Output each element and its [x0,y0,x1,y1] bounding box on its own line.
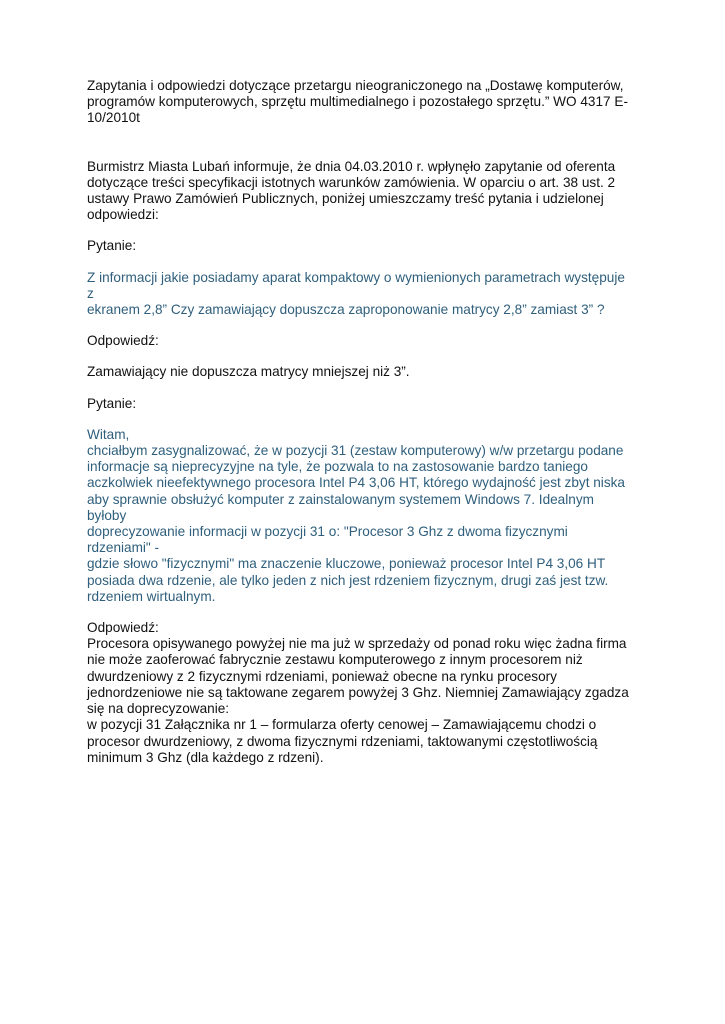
answer-line: procesor dwurdzeniowy, z dwoma fizycznymi rdzeniami, taktowanymi częstotliwością [87,733,598,749]
question-line: ekranem 2,8” Czy zamawiający dopuszcza zaproponowanie matrycy 2,8” zamiast 3” ? [87,302,605,318]
question-line: gdzie słowo "fizycznymi" ma znaczenie kluczowe, ponieważ procesor Intel P4 3,06 HT [87,556,606,572]
title-line: 10/2010t [87,110,140,126]
question-1-text [87,270,635,319]
intro-line: ustawy Prawo Zamówień Publicznych, poniżej umieszczamy treść pytania i udzielonej [87,191,604,207]
question-line: Z informacji jakie posiadamy aparat kompaktowy o wymienionych parametrach występuje z [87,269,625,301]
answer-1-text: Zamawiający nie dopuszcza matrycy mniejszej niż 3”. [87,364,410,380]
answer-line: w pozycji 31 Załącznika nr 1 – formularza oferty cenowej – Zamawiającemu chodzi o [87,717,597,733]
question-line: doprecyzowanie informacji w pozycji 31 o: "Procesor 3 Ghz z dwoma fizycznymi rdzeniami" - [87,524,568,556]
question-line: rdzeniem wirtualnym. [87,588,216,604]
question-line: posiada dwa rdzenie, ale tylko jeden z nich jest rdzeniem fizycznym, drugi zaś jest tzw. [87,572,609,588]
title-line: programów komputerowych, sprzętu multimedialnego i pozostałego sprzętu.” WO 4317 E- [87,94,628,110]
intro-line: dotyczące treści specyfikacji istotnych warunków zamówienia. W oparciu o art. 38 ust. 2 [87,174,616,190]
answer-2-label: Odpowiedź: [87,620,159,636]
intro-line: odpowiedzi: [87,207,159,223]
answer-line: jednordzeniowe nie są taktowane zegarem powyżej 3 Ghz. Niemniej Zamawiający zgadza [87,684,629,700]
question-2-text [87,427,635,605]
question-line: Witam, [87,426,130,442]
answer-line: minimum 3 Ghz (dla każdego z rdzeni). [87,749,324,765]
title-line: Zapytania i odpowiedzi dotyczące przetargu nieograniczonego na „Dostawę komputerów, [87,78,624,93]
answer-line: się na doprecyzowanie: [87,701,230,717]
question-line: chciałbym zasygnalizować, że w pozycji 31 (zestaw komputerowy) w/w przetargu podane [87,443,624,459]
answer-2-text [87,636,635,766]
answer-line: nie może zaoferować fabrycznie zestawu komputerowego z innym procesorem niż [87,652,583,668]
question-line: informacje są nieprecyzyjne na tyle, że pozwala to na zastosowanie bardzo taniego [87,459,588,475]
answer-line: Procesora opisywanego powyżej nie ma już w sprzedaży od ponad roku więc żadna firma [87,636,627,652]
intro-paragraph [87,159,635,224]
document-page [87,78,635,766]
question-line: aby sprawnie obsłużyć komputer z zainstalowanym systemem Windows 7. Idealnym byłoby [87,491,594,523]
answer-line: dwurdzeniowy z 2 fizycznymi rdzeniami, ponieważ obecne na rynku procesory [87,668,557,684]
question-2-label: Pytanie: [87,395,137,411]
document-title [87,78,635,127]
question-line: aczkolwiek nieefektywnego procesora Intel P4 3,06 HT, którego wydajność jest zbyt niska [87,475,625,491]
intro-line: Burmistrz Miasta Lubań informuje, że dnia 04.03.2010 r. wpłynęło zapytanie od oferenta [87,158,616,174]
answer-1-label: Odpowiedź: [87,333,159,349]
question-1-label: Pytanie: [87,238,137,254]
